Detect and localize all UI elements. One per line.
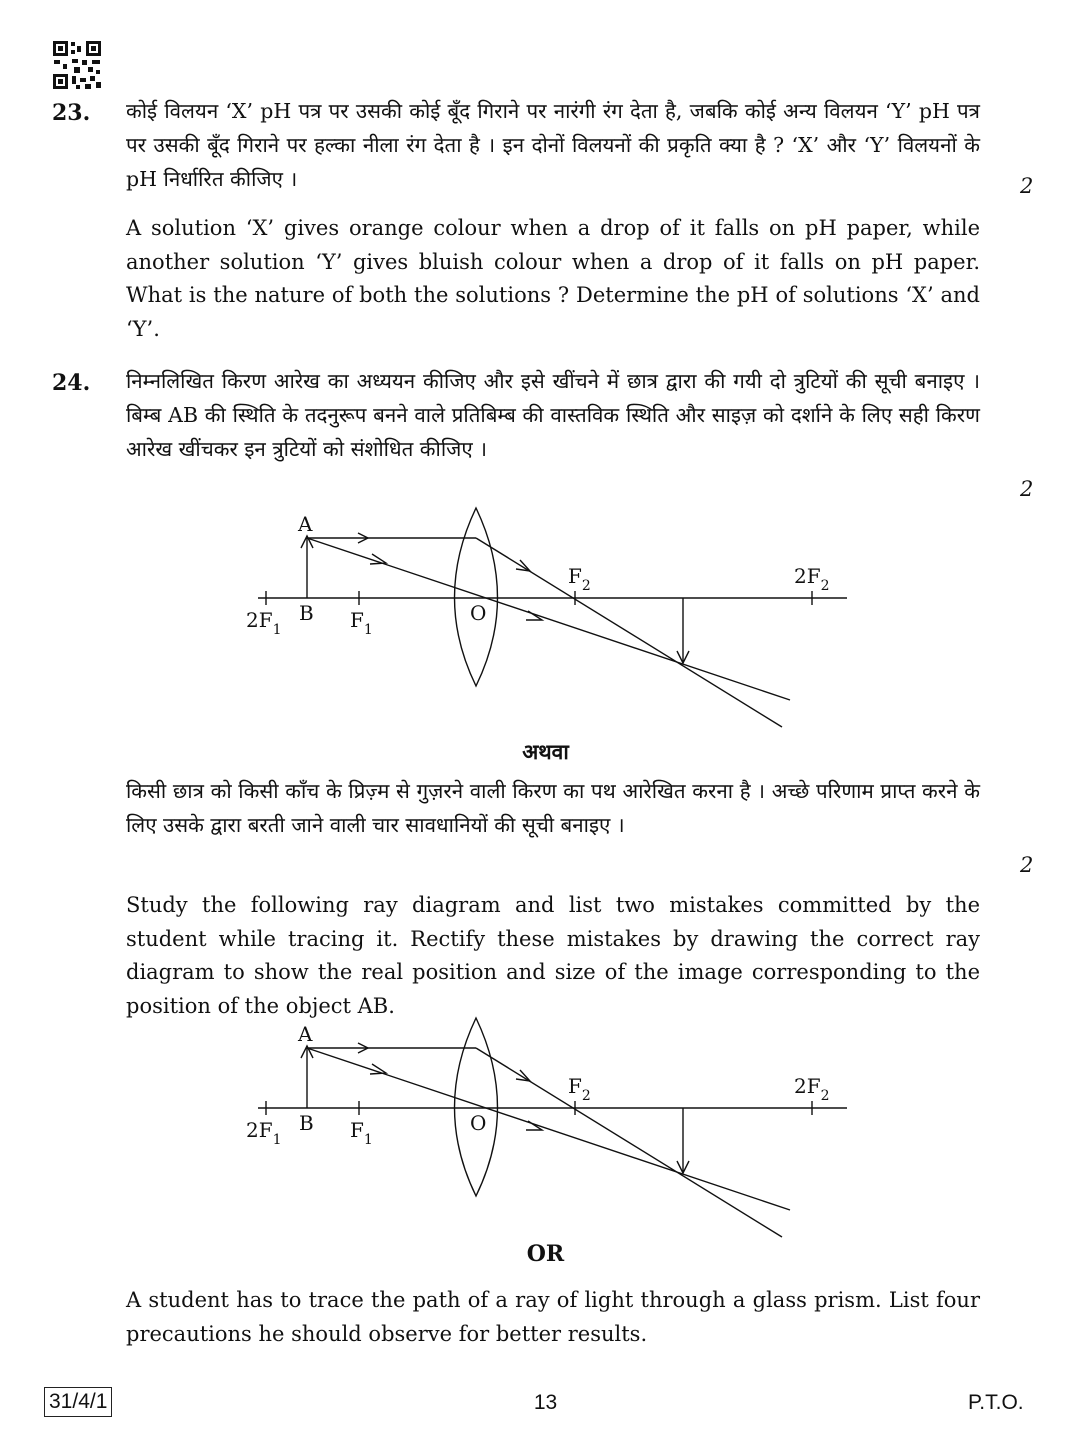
pto-label: P.T.O. <box>968 1391 1024 1414</box>
qr-code <box>52 40 102 90</box>
ray-arrow <box>516 560 530 571</box>
q24-or-hindi-text: किसी छात्र को किसी काँच के प्रिज़्म से गुज़रने वाली किरण का पथ आरेखित करना है । अच्छे परिणाम प्राप्त करने के लिए उसके द्वारा बरती जाने वाली चार सावधानियों की सूची बनाइए । <box>126 779 980 837</box>
label-b: B <box>299 601 314 625</box>
label-a: A <box>298 512 313 536</box>
page-number: 13 <box>533 1391 558 1414</box>
label-f2: $F_2$ <box>568 1074 591 1104</box>
label-f1: $F_1$ <box>350 1118 373 1148</box>
q24-marks: 2 <box>1020 477 1034 501</box>
ray-refracted <box>476 538 782 727</box>
label-b: B <box>299 1111 314 1135</box>
ray-central <box>307 538 790 700</box>
or-heading-hindi: अथवा <box>522 739 569 764</box>
ray-diagram-english <box>230 1015 860 1250</box>
or-heading-english: OR <box>526 1241 565 1267</box>
q24-or-english-text: A student has to trace the path of a ray of light through a glass prism. List four precautions he should observe for better results. <box>126 1288 980 1346</box>
label-o: O <box>470 1111 487 1135</box>
convex-lens <box>455 508 498 686</box>
q23-hindi-text: कोई विलयन ‘X’ pH पत्र पर उसकी कोई बूँद गिराने पर नारंगी रंग देता है, जबकि कोई अन्य विलयन ‘Y’ pH पत्र पर उसकी बूँद गिराने पर हल्का नीला रंग देता है । इन दोनों विलयनों की प्रकृति क्या है ? ‘X’ और ‘Y’ विलयनों के pH निर्धारित कीजिए । <box>126 99 980 191</box>
q23-english-text: A solution ‘X’ gives orange colour when a drop of it falls on pH paper, while another solution ‘Y’ gives bluish colour when a drop of it falls on pH paper. What is the nature of both the solutions ? Determine the pH of solutions ‘X’ and ‘Y’. <box>126 216 980 341</box>
convex-lens <box>455 1018 498 1196</box>
label-2f1: $2F_1$ <box>246 1118 282 1148</box>
question-number-23: 23. <box>52 100 91 126</box>
ray-arrow <box>516 1070 530 1081</box>
paper-code: 31/4/1 <box>44 1387 112 1417</box>
q24-english-text: Study the following ray diagram and list two mistakes committed by the student while tracing it. Rectify these mistakes by drawing the correct ray diagram to show the real position and size of the image corresponding to the position of the object AB. <box>126 893 980 1018</box>
ray-refracted <box>476 1048 782 1237</box>
q23-marks: 2 <box>1020 174 1034 198</box>
label-f1: $F_1$ <box>350 608 373 638</box>
label-2f2: $2F_2$ <box>794 1074 830 1104</box>
label-2f1: $2F_1$ <box>246 608 282 638</box>
ray-diagram-hindi <box>230 505 860 740</box>
label-a: A <box>298 1022 313 1046</box>
q24-hindi-text: निम्नलिखित किरण आरेख का अध्ययन कीजिए और इसे खींचने में छात्र द्वारा की गयी दो त्रुटियों की सूची बनाइए । बिम्ब AB की स्थिति के तदनुरूप बनने वाले प्रतिबिम्ब की वास्तविक स्थिति और साइज़ को दर्शाने के लिए सही किरण आरेख खींचकर इन त्रुटियों को संशोधित कीजिए । <box>126 369 980 461</box>
question-number-24: 24. <box>52 370 91 396</box>
q24-or-marks: 2 <box>1020 853 1034 877</box>
label-2f2: $2F_2$ <box>794 564 830 594</box>
label-o: O <box>470 601 487 625</box>
label-f2: $F_2$ <box>568 564 591 594</box>
ray-central <box>307 1048 790 1210</box>
